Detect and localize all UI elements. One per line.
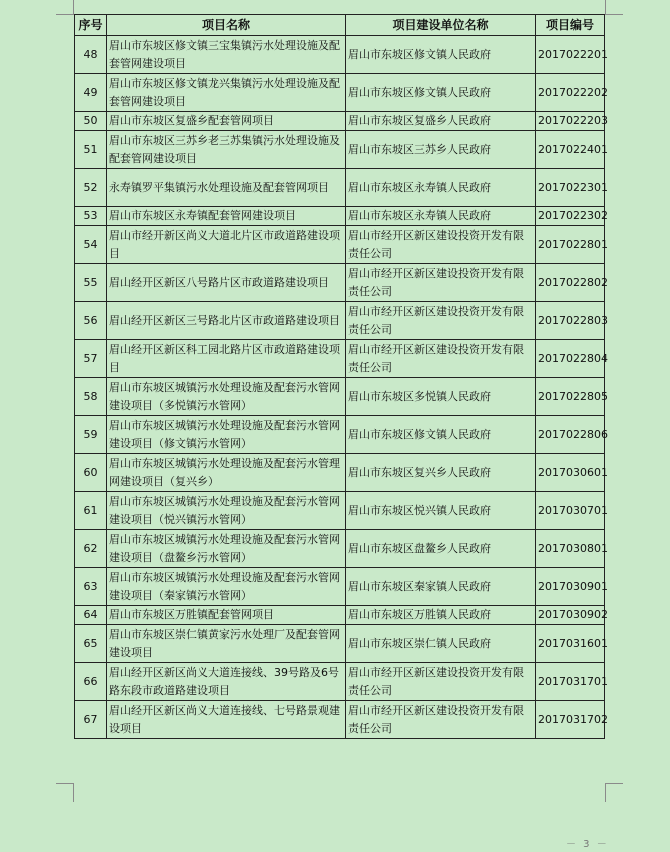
row-project-code: 2017022801	[536, 226, 605, 264]
row-project-name: 眉山经开区新区科工园北路片区市政道路建设项目	[107, 340, 346, 378]
table-row	[75, 131, 605, 169]
row-project-name: 眉山经开区新区三号路北片区市政道路建设项目	[107, 302, 346, 340]
table-row	[75, 112, 605, 131]
table-row	[75, 36, 605, 74]
row-project-code: 2017022805	[536, 378, 605, 416]
row-project-name: 眉山市东坡区城镇污水处理设施及配套污水管网建设项目（悦兴镇污水管网）	[107, 492, 346, 530]
table-row	[75, 264, 605, 302]
table-row	[75, 663, 605, 701]
row-project-code: 2017030801	[536, 530, 605, 568]
row-project-code: 2017022202	[536, 74, 605, 112]
row-construction-unit: 眉山市东坡区悦兴镇人民政府	[346, 492, 536, 530]
row-serial-no: 56	[75, 302, 107, 340]
table-row	[75, 169, 605, 207]
row-serial-no: 50	[75, 112, 107, 131]
row-serial-no: 57	[75, 340, 107, 378]
row-project-name: 眉山市东坡区城镇污水处理设施及配套污水管网建设项目（秦家镇污水管网）	[107, 568, 346, 606]
table-row	[75, 74, 605, 112]
row-project-code: 2017022203	[536, 112, 605, 131]
row-project-name: 眉山市东坡区三苏乡老三苏集镇污水处理设施及配套管网建设项目	[107, 131, 346, 169]
row-project-name: 眉山经开区新区尚义大道连接线、39号路及6号路东段市政道路建设项目	[107, 663, 346, 701]
row-project-code: 2017022201	[536, 36, 605, 74]
row-serial-no: 63	[75, 568, 107, 606]
row-project-code: 2017022802	[536, 264, 605, 302]
row-construction-unit: 眉山市经开区新区建设投资开发有限责任公司	[346, 302, 536, 340]
row-project-code: 2017031601	[536, 625, 605, 663]
row-construction-unit: 眉山市东坡区永寿镇人民政府	[346, 169, 536, 207]
row-project-code: 2017030902	[536, 606, 605, 625]
row-project-name: 眉山市东坡区城镇污水处理设施及配套污水管网建设项目（多悦镇污水管网）	[107, 378, 346, 416]
row-project-code: 2017030701	[536, 492, 605, 530]
row-project-name: 眉山市东坡区崇仁镇黄家污水处理厂及配套管网建设项目	[107, 625, 346, 663]
row-project-code: 2017030901	[536, 568, 605, 606]
table-row	[75, 625, 605, 663]
row-serial-no: 60	[75, 454, 107, 492]
row-construction-unit: 眉山市经开区新区建设投资开发有限责任公司	[346, 663, 536, 701]
table-row	[75, 416, 605, 454]
row-construction-unit: 眉山市经开区新区建设投资开发有限责任公司	[346, 264, 536, 302]
table-row	[75, 492, 605, 530]
row-serial-no: 67	[75, 701, 107, 739]
table-row	[75, 302, 605, 340]
table-row	[75, 207, 605, 226]
table-row	[75, 530, 605, 568]
header-project-name: 项目名称	[107, 15, 346, 36]
header-construction-unit: 项目建设单位名称	[346, 15, 536, 36]
table-row	[75, 226, 605, 264]
row-project-name: 眉山经开区新区八号路片区市政道路建设项目	[107, 264, 346, 302]
row-construction-unit: 眉山市东坡区修文镇人民政府	[346, 36, 536, 74]
row-project-code: 2017031701	[536, 663, 605, 701]
row-construction-unit: 眉山市东坡区修文镇人民政府	[346, 74, 536, 112]
header-serial-no: 序号	[75, 15, 107, 36]
crop-mark-top-right	[605, 0, 623, 15]
row-project-name: 眉山市东坡区城镇污水处理设施及配套污水管网建设项目（盘鳌乡污水管网）	[107, 530, 346, 568]
row-serial-no: 49	[75, 74, 107, 112]
crop-mark-bottom-left	[56, 783, 74, 802]
row-construction-unit: 眉山市东坡区万胜镇人民政府	[346, 606, 536, 625]
row-project-name: 眉山市东坡区城镇污水处理设施及配套污水管网建设项目（修文镇污水管网）	[107, 416, 346, 454]
table-row	[75, 606, 605, 625]
row-project-name: 眉山市东坡区万胜镇配套管网项目	[107, 606, 346, 625]
row-project-name: 眉山市东坡区修文镇龙兴集镇污水处理设施及配套管网建设项目	[107, 74, 346, 112]
row-serial-no: 53	[75, 207, 107, 226]
row-project-name: 眉山市东坡区永寿镇配套管网建设项目	[107, 207, 346, 226]
row-serial-no: 51	[75, 131, 107, 169]
row-project-code: 2017022803	[536, 302, 605, 340]
row-project-code: 2017022302	[536, 207, 605, 226]
row-project-name: 眉山市东坡区城镇污水处理设施及配套污水管理网建设项目（复兴乡）	[107, 454, 346, 492]
row-serial-no: 55	[75, 264, 107, 302]
row-serial-no: 54	[75, 226, 107, 264]
row-project-name: 眉山市东坡区修文镇三宝集镇污水处理设施及配套管网建设项目	[107, 36, 346, 74]
table-row	[75, 568, 605, 606]
row-construction-unit: 眉山市东坡区崇仁镇人民政府	[346, 625, 536, 663]
crop-mark-bottom-right	[605, 783, 623, 802]
project-table	[74, 14, 608, 739]
row-construction-unit: 眉山市东坡区多悦镇人民政府	[346, 378, 536, 416]
row-project-code: 2017030601	[536, 454, 605, 492]
table-row	[75, 378, 605, 416]
row-construction-unit: 眉山市东坡区三苏乡人民政府	[346, 131, 536, 169]
row-project-name: 永寿镇罗平集镇污水处理设施及配套管网项目	[107, 169, 346, 207]
row-serial-no: 61	[75, 492, 107, 530]
table-row	[75, 701, 605, 739]
row-construction-unit: 眉山市东坡区盘鳌乡人民政府	[346, 530, 536, 568]
row-serial-no: 59	[75, 416, 107, 454]
page-number: － 3 －	[566, 839, 609, 850]
row-project-code: 2017031702	[536, 701, 605, 739]
header-project-code: 项目编号	[536, 15, 605, 36]
row-construction-unit: 眉山市东坡区秦家镇人民政府	[346, 568, 536, 606]
row-serial-no: 58	[75, 378, 107, 416]
row-construction-unit: 眉山市经开区新区建设投资开发有限责任公司	[346, 340, 536, 378]
row-construction-unit: 眉山市东坡区复兴乡人民政府	[346, 454, 536, 492]
row-construction-unit: 眉山市东坡区修文镇人民政府	[346, 416, 536, 454]
row-project-name: 眉山市东坡区复盛乡配套管网项目	[107, 112, 346, 131]
row-serial-no: 66	[75, 663, 107, 701]
row-construction-unit: 眉山市经开区新区建设投资开发有限责任公司	[346, 701, 536, 739]
table-row	[75, 454, 605, 492]
row-project-code: 2017022401	[536, 131, 605, 169]
row-serial-no: 65	[75, 625, 107, 663]
row-serial-no: 64	[75, 606, 107, 625]
row-serial-no: 62	[75, 530, 107, 568]
row-project-code: 2017022301	[536, 169, 605, 207]
table-body	[75, 36, 608, 739]
row-project-name: 眉山经开区新区尚义大道连接线、七号路景观建设项目	[107, 701, 346, 739]
row-project-code: 2017022804	[536, 340, 605, 378]
row-construction-unit: 眉山市东坡区永寿镇人民政府	[346, 207, 536, 226]
row-construction-unit: 眉山市经开区新区建设投资开发有限责任公司	[346, 226, 536, 264]
table-header-row	[75, 15, 605, 36]
table-row	[75, 340, 605, 378]
row-serial-no: 48	[75, 36, 107, 74]
crop-mark-top-left	[56, 0, 74, 15]
row-project-code: 2017022806	[536, 416, 605, 454]
row-project-name: 眉山市经开新区尚义大道北片区市政道路建设项目	[107, 226, 346, 264]
row-serial-no: 52	[75, 169, 107, 207]
row-construction-unit: 眉山市东坡区复盛乡人民政府	[346, 112, 536, 131]
